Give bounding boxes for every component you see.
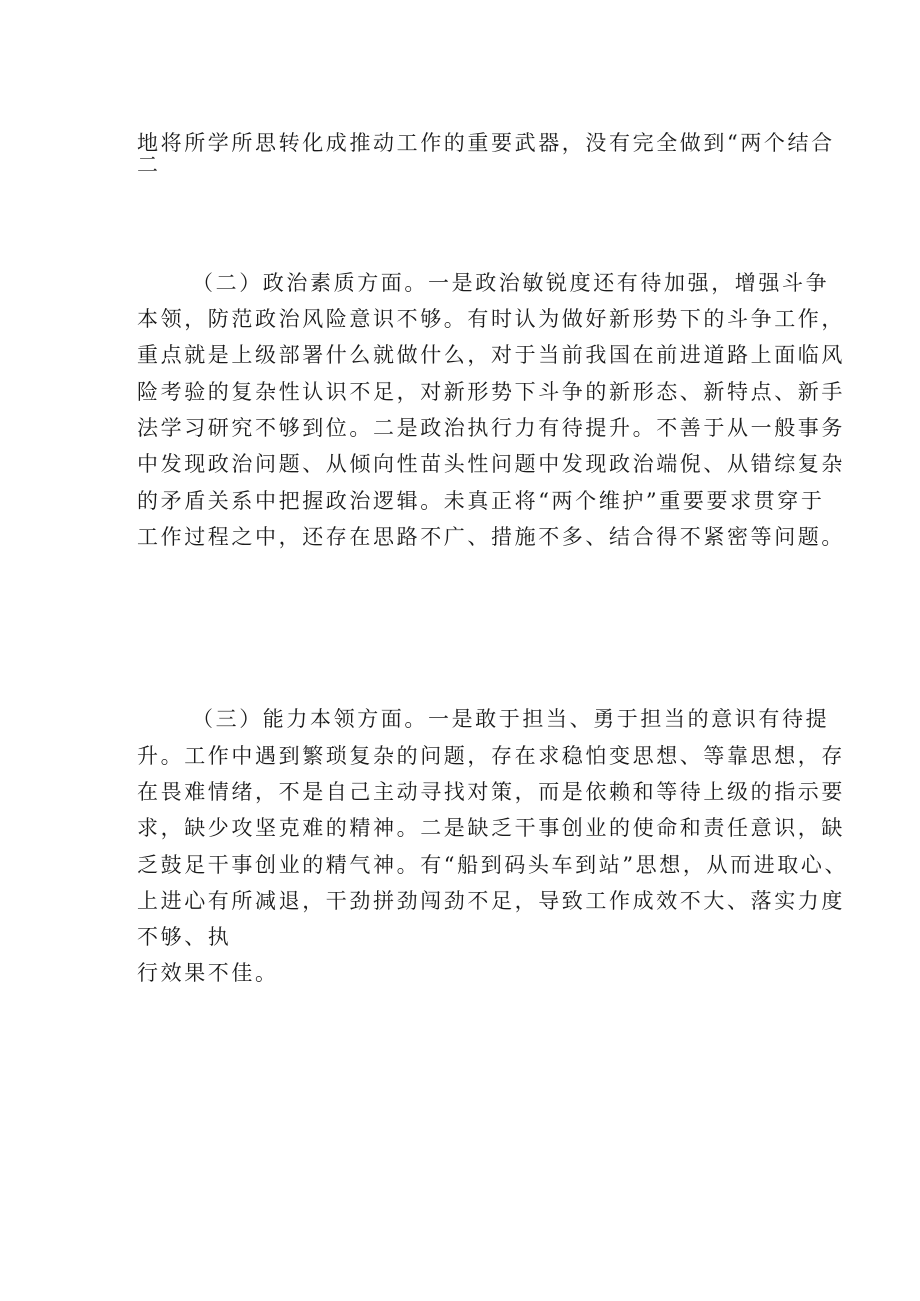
paragraph-line: 的矛盾关系中把握政治逻辑。未真正将“两个维护”重要要求贯穿于 [137,489,825,513]
paragraph-line: 二 [137,153,161,177]
paragraph-line: 求，缺少攻坚克难的精神。二是缺乏干事创业的使命和责任意识，缺 [137,816,845,840]
paragraph-line: 工作过程之中，还存在思路不广、措施不多、结合得不紧密等问题。 [137,525,845,549]
paragraph-line: 在畏难情绪，不是自己主动寻找对策，而是依赖和等待上级的指示要 [137,780,845,804]
section-heading-line: （三）能力本领方面。一是敢于担当、勇于担当的意识有待提 [192,707,830,731]
paragraph-line: 上进心有所减退，干劲拼劲闯劲不足，导致工作成效不大、落实力度 [137,889,845,913]
paragraph-line: 法学习研究不够到位。二是政治执行力有待提升。不善于从一般事务 [137,416,845,440]
paragraph-line: 升。工作中遇到繁琐复杂的问题，存在求稳怕变思想、等靠思想，存 [137,744,845,768]
paragraph-line: 重点就是上级部署什么就做什么，对于当前我国在前进道路上面临风 [137,343,845,367]
paragraph-line: 行效果不佳。 [137,961,279,985]
section-heading-line: （二）政治素质方面。一是政治敏锐度还有待加强，增强斗争 [192,271,830,295]
paragraph-line: 乏鼓足干事创业的精气神。有“船到码头车到站”思想，从而进取心、 [137,853,849,877]
paragraph-line: 本领，防范政治风险意识不够。有时认为做好新形势下的斗争工作， [137,307,845,331]
paragraph-line: 地将所学所思转化成推动工作的重要武器，没有完全做到“两个结合 [137,131,835,155]
paragraph-line: 中发现政治问题、从倾向性苗头性问题中发现政治端倪、从错综复杂 [137,452,845,476]
paragraph-line: 险考验的复杂性认识不足，对新形势下斗争的新形态、新特点、新手 [137,380,845,404]
paragraph-line: 不够、执 [137,925,232,949]
